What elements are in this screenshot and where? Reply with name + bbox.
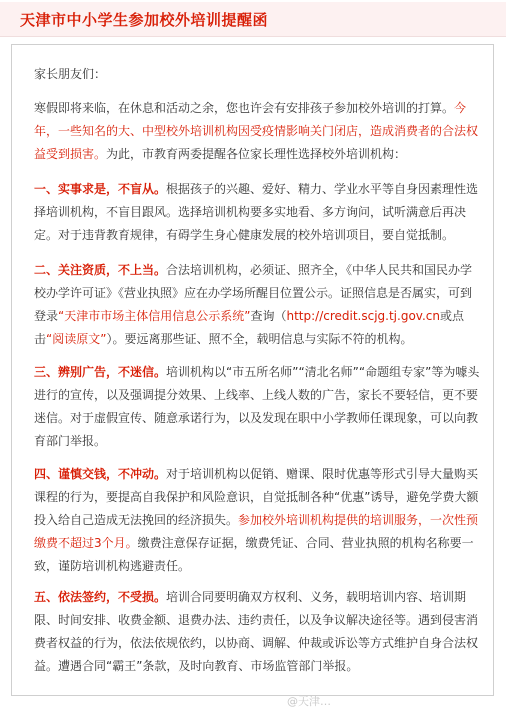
read-original-link[interactable]: “阅读原文” — [46, 332, 107, 346]
prepay-limit-highlight: 参加校外培训机构提供的培训服务，一次性预缴费不超过3个月。 — [34, 513, 479, 550]
section-2 — [34, 259, 482, 351]
section-4 — [34, 463, 482, 578]
section-4-heading: 四、谨慎交钱，不冲动。 — [34, 467, 167, 481]
section-5-heading: 五、依法签约，不受损。 — [34, 590, 167, 604]
section-5 — [34, 586, 482, 678]
section-1-heading: 一、实事求是，不盲从。 — [34, 182, 167, 196]
section-1-text: 根据孩子的兴趣、爱好、精力、学业水平等自身因素理性选择培训机构，不盲目跟风。选择培训机构要多实地看、多方询问，试听满意后再决定。对于违背教育规律，有碍学生身心健康发展的校外培训项目，要自觉抵制。 — [34, 182, 479, 242]
credit-url-link[interactable]: http://credit.scjg.tj.gov.cn — [286, 309, 440, 323]
section-3-heading: 三、辨别广告，不迷信。 — [34, 365, 167, 379]
intro-text-1: 寒假即将来临，在休息和活动之余，您也许会有安排孩子参加校外培训的打算。 — [34, 101, 455, 115]
title-bar — [0, 2, 506, 37]
section-4-text-1: 对于培训机构以促销、赠课、限时优惠等形式引导大量购买课程的行为，要提高自我保护和风险意识，自觉抵制各种“优惠”诱导，避免学费大额投入给自己造成无法挽回的经济损失。 — [34, 467, 479, 527]
section-2-heading: 二、关注资质，不上当。 — [34, 263, 167, 277]
intro-paragraph — [34, 97, 482, 166]
document-title: 天津市中小学生参加校外培训提醒函 — [20, 11, 269, 29]
section-1 — [34, 178, 482, 247]
credit-system-name: “天津市市场主体信用信息公示系统” — [58, 309, 251, 323]
intro-text-3: 为此，市教育两委提醒各位家长理性选择校外培训机构： — [106, 147, 407, 161]
section-2-text-3: 查询（ — [250, 309, 287, 323]
greeting: 家长朋友们： — [34, 67, 107, 81]
section-2-text-1: 合法培训机构，必须证、照齐全，《中华人民共和国民办学校办学许可证》《营业执照》应在办学场所醒目位置公示。证照信息是否属实，可到登录 — [34, 263, 473, 323]
section-3-text: 培训机构以“市五所名师”“清北名师”“命题组专家”等为噱头进行的宣传，以及强调提分效果、上线率、上线人数的广告，家长不要轻信，更不要迷信。对于虚假宣传、随意承诺行为，以及发现在职中小学教师任课现象，可以向教育部门举报。 — [34, 365, 480, 448]
section-2-text-5: 或点击 — [34, 309, 464, 346]
intro-text-highlight: 今年，一些知名的大、中型校外培训机构因受疫情影响关门闭店，造成消费者的合法权益受到损害。 — [34, 101, 479, 161]
section-3 — [34, 361, 482, 453]
section-5-text: 培训合同要明确双方权利、义务，载明培训内容、培训期限、时间安排、收费金额、退费办法、违约责任，以及争议解决途径等。遇到侵害消费者权益的行为，依法依规依约，以协商、调解、仲裁或诉讼等方式维护自身合法权益。遭遇合同“霸王”条款，及时向教育、市场监管部门举报。 — [34, 590, 479, 673]
section-2-text-7: ）。要远离那些证、照不全，载明信息与实际不符的机构。 — [106, 332, 413, 346]
section-4-text-3: 缴费注意保存证据，缴费凭证、合同、营业执照的机构名称要一致，谨防培训机构逃避责任。 — [34, 536, 474, 573]
weibo-watermark: @天津… — [287, 695, 331, 708]
